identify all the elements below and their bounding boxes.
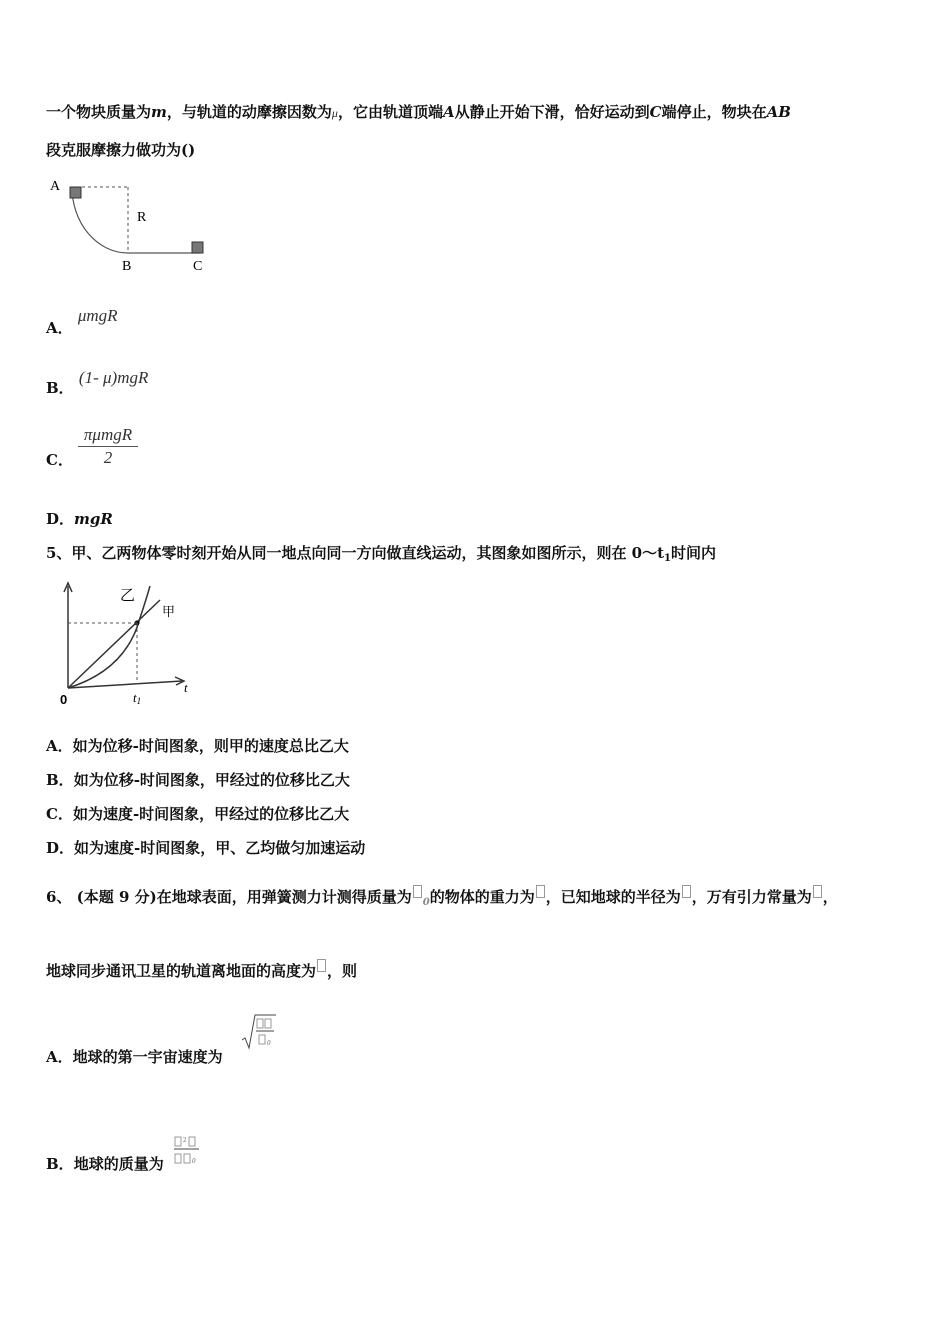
q5-graph-figure <box>56 578 206 708</box>
q6-option-a[interactable]: A．地球的第一宇宙速度为 <box>46 1048 223 1066</box>
label-c: C <box>193 259 203 274</box>
block-at-c <box>192 242 203 253</box>
q5-option-a[interactable]: A．如为位移-时间图象，则甲的速度总比乙大 <box>46 737 349 755</box>
svg-text:0: 0 <box>267 1039 271 1047</box>
label-t1: t1 <box>133 690 142 706</box>
q4-option-c-fraction: πμmgR 2 <box>78 424 138 469</box>
q4-option-c[interactable]: C． <box>46 451 73 469</box>
q6-option-b[interactable]: B．地球的质量为 <box>46 1155 164 1173</box>
label-jia: 甲 <box>162 605 176 620</box>
curve-yi <box>68 586 150 688</box>
label-yi: 乙 <box>120 586 136 604</box>
placeholder-glyph <box>682 885 691 898</box>
svg-text:0: 0 <box>192 1157 196 1165</box>
placeholder-glyph <box>413 885 422 898</box>
q4-stem-line1: 一个物块质量为m，与轨道的动摩擦因数为μ，它由轨道顶端A从静止开始下滑，恰好运动到C端停止，物块在AB <box>46 103 791 121</box>
q4-option-b[interactable]: B． (1- μ)mgR <box>46 368 149 397</box>
label-r: R <box>137 210 147 225</box>
line-jia <box>68 600 160 688</box>
placeholder-glyph <box>317 959 326 972</box>
placeholder-glyph <box>813 885 822 898</box>
q5-option-b[interactable]: B．如为位移-时间图象，甲经过的位移比乙大 <box>46 771 350 789</box>
block-at-a <box>70 187 81 198</box>
q6-option-b-fraction <box>172 1133 204 1173</box>
label-b: B <box>122 259 132 274</box>
q6-stem-line1: 6、 (本题 9 分)在地球表面，用弹簧测力计测得质量为 $_0$的物体的重力为 ，已知地球的半径为 ，万有引力常量为 ， <box>46 885 838 913</box>
q4-option-a[interactable]: A． μmgR <box>46 306 118 337</box>
label-a: A <box>50 179 61 194</box>
q5-stem: 5、甲、乙两物体零时刻开始从同一地点向同一方向做直线运动，其图象如图所示，则在 $0\sim t_1$时间内 <box>46 544 717 564</box>
q5-option-d[interactable]: D．如为速度-时间图象，甲、乙均做匀加速运动 <box>46 839 366 857</box>
svg-text:2: 2 <box>183 1136 187 1144</box>
label-t: t <box>184 680 188 695</box>
q4-option-d[interactable]: D．mgR <box>46 510 113 528</box>
q5-option-c[interactable]: C．如为速度-时间图象，甲经过的位移比乙大 <box>46 805 350 823</box>
label-origin: 0 <box>60 692 68 707</box>
q6-stem-line2: 地球同步通讯卫星的轨道离地面的高度为 ，则 <box>46 959 357 981</box>
q4-track-figure <box>44 174 224 274</box>
q4-stem-line2: 段克服摩擦力做功为() <box>46 141 196 159</box>
placeholder-glyph <box>536 885 545 898</box>
q6-option-a-radical <box>240 1012 280 1052</box>
